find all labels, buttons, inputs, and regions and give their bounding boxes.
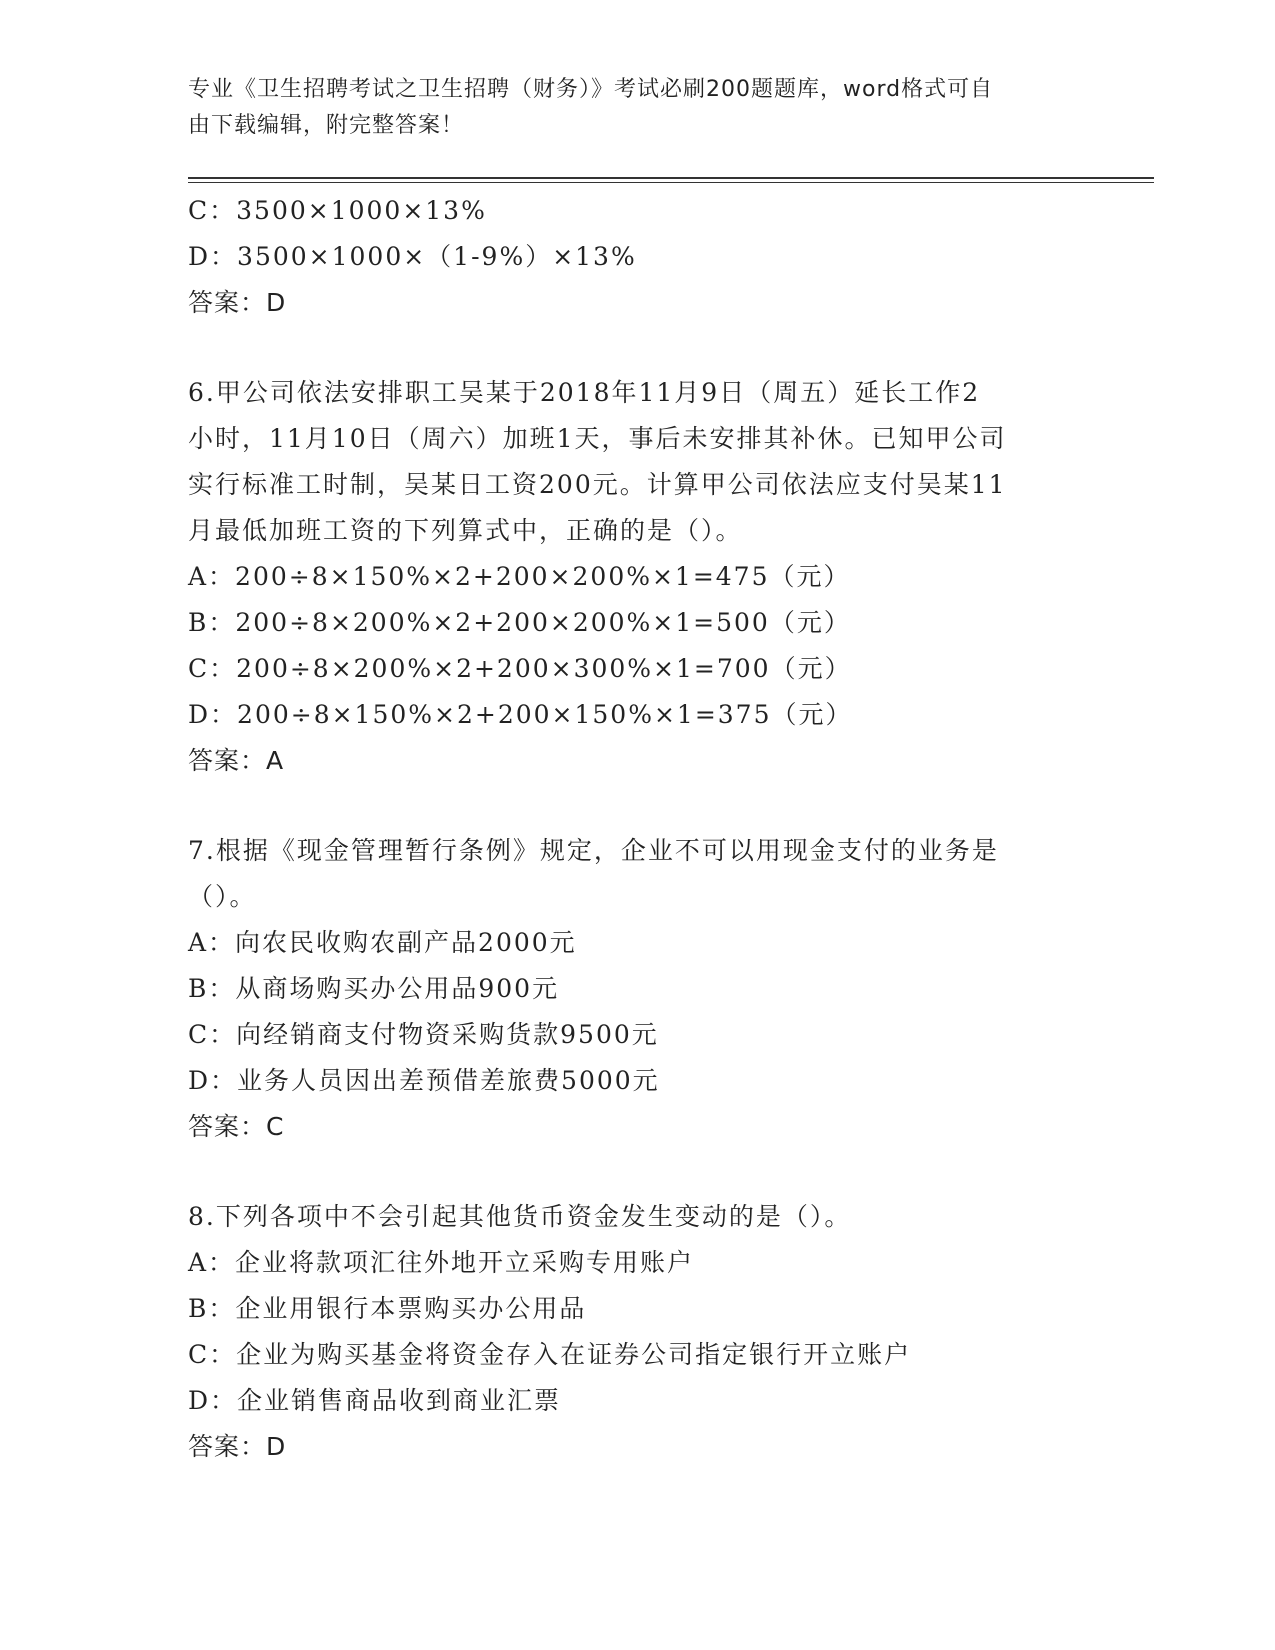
option-c: C：企业为购买基金将资金存入在证券公司指定银行开立账户 bbox=[188, 1340, 912, 1369]
header-divider bbox=[188, 177, 1154, 179]
option-b: B：200÷8×200%×2+200×200%×1=500（元） bbox=[188, 608, 851, 637]
header-line: 专业《卫生招聘考试之卫生招聘（财务）》考试必刷200题题库，word格式可自 bbox=[188, 77, 994, 102]
option-c: C：3500×1000×13% bbox=[188, 196, 487, 225]
question-stem bbox=[188, 370, 1088, 554]
option-d: D：3500×1000×（1-9%）×13% bbox=[188, 242, 637, 271]
stem-line: 8.下列各项中不会引起其他货币资金发生变动的是（）。 bbox=[188, 1202, 852, 1231]
spacer bbox=[188, 326, 1088, 370]
option-d: D：企业销售商品收到商业汇票 bbox=[188, 1386, 562, 1415]
option-d: D：200÷8×150%×2+200×150%×1=375（元） bbox=[188, 700, 853, 729]
header-divider-thin bbox=[188, 182, 1154, 183]
question-5-continuation bbox=[188, 188, 1088, 326]
answer: 答案：C bbox=[188, 1112, 285, 1141]
question-7 bbox=[188, 828, 1088, 1150]
stem-line: 实行标准工时制，吴某日工资200元。计算甲公司依法应支付吴某11 bbox=[188, 470, 1007, 499]
option-b: B：从商场购买办公用品900元 bbox=[188, 974, 560, 1003]
spacer bbox=[188, 784, 1088, 828]
option-a: A：向农民收购农副产品2000元 bbox=[188, 928, 577, 957]
stem-line: （）。 bbox=[188, 882, 257, 911]
stem-line: 6.甲公司依法安排职工吴某于2018年11月9日（周五）延长工作2 bbox=[188, 378, 981, 407]
option-c: C：200÷8×200%×2+200×300%×1=700（元） bbox=[188, 654, 852, 683]
option-a: A：200÷8×150%×2+200×200%×1=475（元） bbox=[188, 562, 851, 591]
stem-line: 小时，11月10日（周六）加班1天，事后未安排其补休。已知甲公司 bbox=[188, 424, 1007, 453]
question-stem bbox=[188, 828, 1088, 920]
option-a: A：企业将款项汇往外地开立采购专用账户 bbox=[188, 1248, 695, 1277]
question-6 bbox=[188, 370, 1088, 784]
header-line: 由下载编辑，附完整答案！ bbox=[188, 113, 465, 138]
answer: 答案：D bbox=[188, 288, 287, 317]
question-stem bbox=[188, 1194, 1088, 1240]
question-list bbox=[188, 188, 1088, 1470]
stem-line: 月最低加班工资的下列算式中，正确的是（）。 bbox=[188, 516, 743, 545]
option-b: B：企业用银行本票购买办公用品 bbox=[188, 1294, 587, 1323]
answer: 答案：A bbox=[188, 746, 285, 775]
option-c: C：向经销商支付物资采购货款9500元 bbox=[188, 1020, 659, 1049]
spacer bbox=[188, 1150, 1088, 1194]
option-d: D：业务人员因出差预借差旅费5000元 bbox=[188, 1066, 660, 1095]
answer: 答案：D bbox=[188, 1432, 287, 1461]
document-header bbox=[188, 72, 1088, 144]
question-8 bbox=[188, 1194, 1088, 1470]
stem-line: 7.根据《现金管理暂行条例》规定，企业不可以用现金支付的业务是 bbox=[188, 836, 999, 865]
